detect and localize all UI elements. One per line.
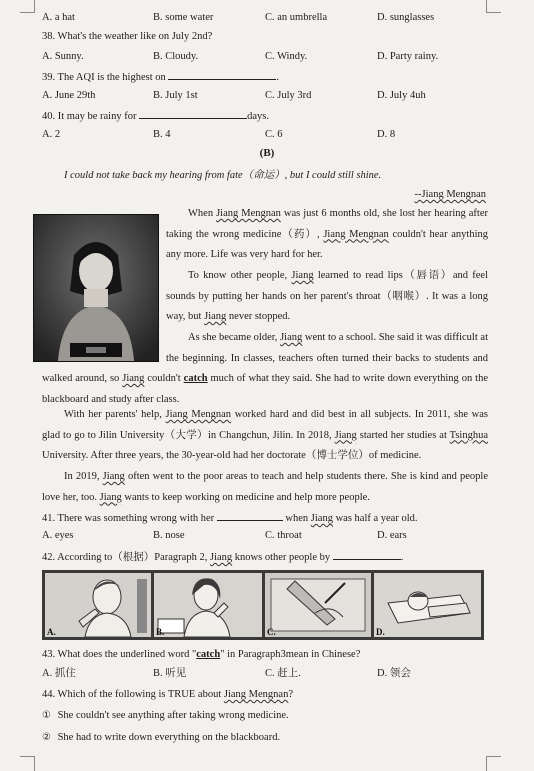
q42-stem-end: . <box>400 552 404 563</box>
q44-stem <box>42 688 488 702</box>
q41-option-d[interactable]: D. ears <box>377 530 407 541</box>
paragraph-2 <box>166 266 488 328</box>
q38-option-c[interactable]: C. Windy. <box>265 51 308 62</box>
q42-name: Jiang <box>209 552 233 563</box>
q38-option-a[interactable]: A. Sunny. <box>42 51 84 62</box>
p4-university: Tsinghua <box>449 429 489 441</box>
p4-name: Jiang <box>334 429 357 441</box>
q44-name: Jiang Mengnan <box>223 689 289 700</box>
q41-option-b[interactable]: B. nose <box>153 530 185 541</box>
epigraph-author <box>415 189 486 200</box>
paragraph-1 <box>166 204 488 266</box>
p4-text: started her studies at <box>356 429 450 441</box>
p5-text: In 2019, <box>64 471 103 482</box>
q40-option-a[interactable]: A. 2 <box>42 129 61 140</box>
p1-name: Jiang Mengnan <box>216 208 281 219</box>
p3-name: Jiang <box>280 332 303 343</box>
q42-picture-a[interactable] <box>45 573 151 637</box>
boy-reading-lips-icon <box>45 573 151 637</box>
p2-text: never stopped. <box>226 311 291 323</box>
q39-answer-blank[interactable] <box>168 69 276 80</box>
q43-stem-text: " in Paragraph3mean in Chinese? <box>220 649 361 660</box>
statement-1-text: She couldn't see anything after taking wrong medicine. <box>57 710 289 721</box>
q39-option-c[interactable]: C. July 3rd <box>265 90 312 101</box>
p4-name: Jiang Mengnan <box>165 409 232 420</box>
q43-stem-text: 43. What does the underlined word " <box>42 649 197 660</box>
q41-options <box>42 529 488 543</box>
q42-picture-b[interactable] <box>154 573 262 637</box>
q43-underlined-word: catch <box>196 649 221 660</box>
q42-stem-text: 42. According to（根据）Paragraph 2, <box>42 552 210 563</box>
p1-text: When <box>188 208 217 219</box>
q39-option-b[interactable]: B. July 1st <box>153 90 198 101</box>
paragraph-3 <box>42 328 488 410</box>
q40-stem-end: days. <box>247 111 269 122</box>
p1-name: Jiang Mengnan <box>323 228 389 240</box>
p2-name: Jiang <box>204 311 227 323</box>
p3-name: Jiang <box>122 373 145 385</box>
p3-text: much of what they said. She had to write down everything on the blackboard and study after class. <box>42 373 488 405</box>
q40-options <box>42 128 488 142</box>
p5-text: often went to the poor areas to teach and help students there. She is kind and people love her, too. <box>42 471 488 503</box>
q40-option-c[interactable]: C. 6 <box>265 129 283 140</box>
q40-stem <box>42 108 488 122</box>
q38-option-b[interactable]: B. Cloudy. <box>153 51 199 62</box>
girl-touching-throat-icon <box>154 573 262 637</box>
q40-option-d[interactable]: D. 8 <box>377 129 396 140</box>
q39-stem <box>42 69 488 83</box>
q43-stem <box>42 648 488 662</box>
q42-stem-text: knows other people by <box>232 552 331 563</box>
q38-stem: 38. What's the weather like on July 2nd? <box>42 31 213 42</box>
q42-answer-blank[interactable] <box>333 549 401 560</box>
q39-option-d[interactable]: D. July 4uh <box>377 90 426 101</box>
p4-text: worked hard and did best in all subjects. In 2011, she was glad to go to Jilin University（大学）in Changchun, Jilin. In 2018, <box>42 409 489 441</box>
p1-text: was just 6 months old, she lost her hearing after taking the wrong medicine（药）, <box>166 208 488 240</box>
p2-name: Jiang <box>291 270 314 281</box>
q39-stem-text: 39. The AQI is the highest on <box>42 72 166 83</box>
q37-option-d[interactable]: D. sunglasses <box>377 12 435 23</box>
q42-picture-d[interactable] <box>374 573 481 637</box>
p2-text: learned to read lips（唇语）and feel sounds by putting her hands on her parent's throat（咽喉）. It was a long way, but <box>166 270 489 323</box>
q42-picture-c[interactable] <box>265 573 371 637</box>
p4-text: University. After three years, the 30-year-old had her doctorate（博士学位）of medicine. <box>42 450 422 462</box>
q44-stem-text: ? <box>288 689 294 700</box>
p3-text: As she became older, <box>188 332 281 343</box>
statement-2[interactable] <box>42 731 488 745</box>
crop-mark-top-left <box>20 0 35 13</box>
q42-picture-d-label: D. <box>376 627 385 637</box>
q41-stem-text: was half a year old. <box>332 513 418 524</box>
underlined-word-catch: catch <box>183 373 208 385</box>
q43-option-c[interactable]: C. 赶上. <box>265 668 301 679</box>
q43-option-d[interactable]: D. 领会 <box>377 668 411 679</box>
q40-answer-blank[interactable] <box>139 108 247 119</box>
section-b-heading: (B) <box>259 147 275 159</box>
p5-name: Jiang <box>99 491 122 503</box>
epigraph-quote: I could not take back my hearing from fate（命运）, but I could still shine. <box>64 170 382 181</box>
q44-stem-text: 44. Which of the following is TRUE about <box>42 689 224 700</box>
p3-text: went to a school. She said it was difficult at the beginning. In classes, teachers often turned their backs to students and walked around, so <box>42 332 488 385</box>
q41-name: Jiang <box>310 513 333 524</box>
q37-option-a[interactable]: A. a hat <box>42 12 75 23</box>
q41-stem-text: 41. There was something wrong with her <box>42 513 215 524</box>
q42-stem <box>42 549 488 563</box>
q39-stem-end: . <box>276 72 280 83</box>
q37-option-b[interactable]: B. some water <box>153 12 214 23</box>
q41-stem-text: when <box>282 513 311 524</box>
statement-2-text: She had to write down everything on the blackboard. <box>57 732 281 743</box>
q41-option-c[interactable]: C. throat <box>265 530 302 541</box>
p5-text: wants to keep working on medicine and help more people. <box>121 491 370 503</box>
paragraph-5 <box>42 467 488 508</box>
p5-name: Jiang <box>102 471 125 482</box>
crop-mark-top-right <box>486 0 501 13</box>
q37-options <box>42 11 488 25</box>
author-name: --Jiang Mengnan <box>414 189 486 200</box>
q39-option-a[interactable]: A. June 29th <box>42 90 96 101</box>
q42-picture-b-label: B. <box>156 627 165 637</box>
q37-option-c[interactable]: C. an umbrella <box>265 12 328 23</box>
q42-picture-options <box>42 570 484 640</box>
p3-text: couldn't <box>144 373 184 385</box>
q40-stem-text: 40. It may be rainy for <box>42 111 137 122</box>
q38-option-d[interactable]: D. Party rainy. <box>377 51 439 62</box>
q41-stem <box>42 510 488 524</box>
crop-mark-bottom-left <box>20 756 35 771</box>
q42-picture-c-label: C. <box>267 627 276 637</box>
q41-option-a[interactable]: A. eyes <box>42 530 74 541</box>
q39-options <box>42 89 488 103</box>
q43-options <box>42 667 488 681</box>
hand-writing-icon <box>265 573 371 637</box>
q38-options <box>42 50 488 64</box>
photo-wrap-spacer <box>42 328 166 369</box>
p1-text: couldn't hear anything any more. Life was very hard for her. <box>166 228 488 261</box>
p4-text: With her parents' help, <box>64 409 166 420</box>
q41-answer-blank[interactable] <box>217 510 283 521</box>
q43-option-b[interactable]: B. 听见 <box>153 668 187 679</box>
q43-option-a[interactable]: A. 抓住 <box>42 668 76 679</box>
q40-option-b[interactable]: B. 4 <box>153 129 171 140</box>
statement-1[interactable] <box>42 709 488 723</box>
statement-1-number: ① <box>42 710 51 721</box>
person-lying-in-bed-icon <box>374 573 481 637</box>
paragraph-4 <box>42 405 488 467</box>
statement-2-number: ② <box>42 732 51 743</box>
p2-text: To know other people, <box>188 270 292 281</box>
crop-mark-bottom-right <box>486 756 501 771</box>
q42-picture-a-label: A. <box>47 627 56 637</box>
